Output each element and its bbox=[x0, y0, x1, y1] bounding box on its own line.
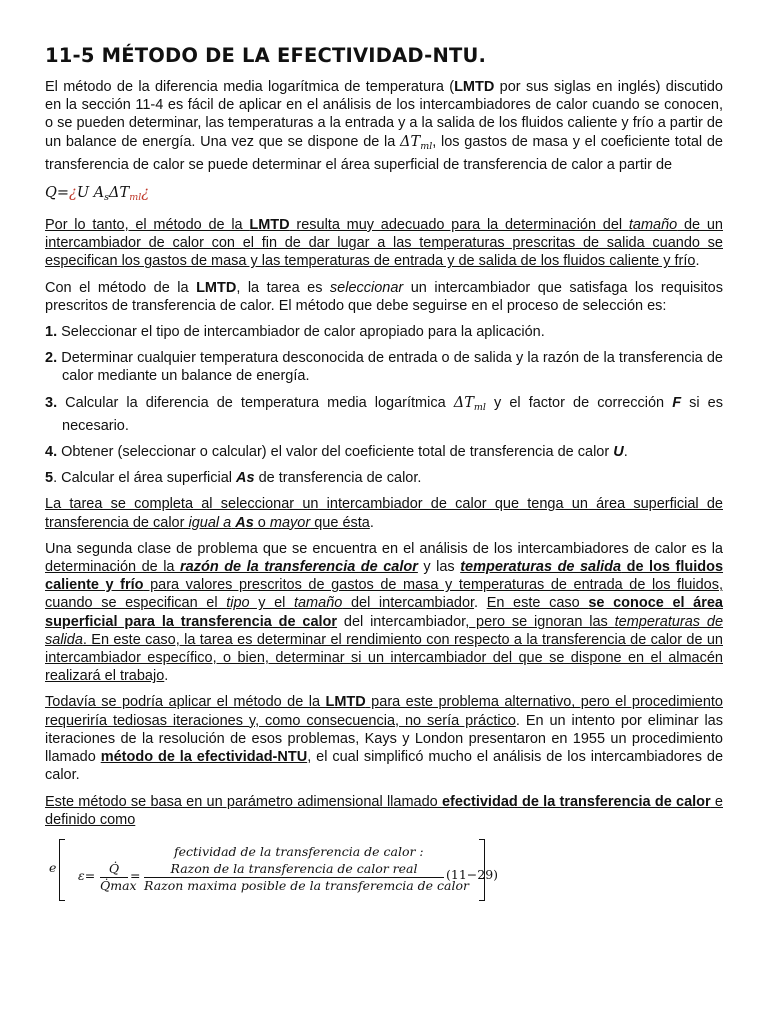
text: En este caso bbox=[486, 595, 589, 612]
paragraph-second-problem bbox=[45, 540, 723, 686]
formula-fraction-words bbox=[144, 860, 469, 894]
step-3 bbox=[45, 394, 723, 435]
text: del intercambiador bbox=[342, 595, 475, 612]
text: efectividad de la transferencia de calor bbox=[441, 793, 711, 810]
step-text: si es necesario. bbox=[62, 394, 723, 434]
eq-text: ΔT bbox=[109, 185, 130, 202]
paragraph-intro bbox=[45, 78, 723, 174]
ml-subscript: ml bbox=[473, 401, 486, 413]
eq-text: ¿ bbox=[141, 185, 150, 202]
formula-equals: = bbox=[130, 867, 141, 883]
formula-denominator: Q̇max bbox=[100, 877, 137, 893]
text: temperaturas de salida bbox=[460, 559, 622, 576]
lmtd-term: LMTD bbox=[325, 694, 366, 711]
step-number: 4. bbox=[45, 444, 58, 461]
text: temperaturas de salida bbox=[45, 613, 724, 648]
step-5 bbox=[45, 469, 723, 487]
text: razón de la transferencia de calor bbox=[180, 559, 418, 576]
formula-numerator: Q̇ bbox=[100, 861, 128, 878]
paragraph-effectiveness-ntu bbox=[45, 693, 723, 784]
eq-sub: s bbox=[104, 192, 110, 204]
text: e definido como bbox=[45, 793, 723, 828]
f-symbol: F bbox=[672, 394, 682, 411]
text: por sus siglas en inglés) discutido en la sección 11-4 es fácil de aplicar en el análisis de los intercambiadores de calor cuando se conocen, o se pueden determinar, las temperaturas a la entrada y a la salida de los fluidos caliente y frío a partir de un balance de energía. Una vez que se dispone de la bbox=[45, 79, 723, 150]
text: . bbox=[474, 595, 487, 612]
lmtd-term: LMTD bbox=[249, 217, 290, 234]
eq-text: Q= bbox=[45, 185, 70, 202]
text: tamaño bbox=[628, 217, 678, 234]
text: Una segunda clase de problema que se encuentra en el análisis de los intercambiadores de calor es la bbox=[45, 540, 723, 557]
text: para valores prescritos de gastos de masa y temperaturas de entrada de los fluidos, cuando se especifican el bbox=[45, 577, 723, 612]
equation-number: (11−29) bbox=[446, 866, 499, 882]
text: , el cual simplificó mucho el análisis de los intercambiadores de calor. bbox=[45, 749, 724, 784]
text: El método de la diferencia media logarítmica de temperatura ( bbox=[45, 79, 455, 95]
delta-t-symbol: ΔT bbox=[453, 394, 474, 411]
text: se conoce el área superficial para la transferencia de calor bbox=[45, 595, 724, 630]
step-text: Determinar cualquier temperatura desconocida de entrada o de salida y la razón de la transferencia de calor mediante un balance de energía. bbox=[57, 350, 723, 385]
step-number: 3. bbox=[45, 394, 58, 411]
formula-e: e bbox=[49, 859, 57, 875]
method-name: método de la efectividad-NTU bbox=[100, 749, 308, 766]
text: un intercambiador que satisfaga los requisitos prescritos de transferencia de calor. El método que debe seguirse en el proceso de selección es: bbox=[45, 279, 723, 314]
step-text: . Calcular el área superficial bbox=[53, 470, 237, 487]
text: , pero se ignoran las bbox=[465, 613, 615, 630]
as-symbol: As bbox=[235, 514, 254, 531]
formula-denominator: Razon maxima posible de la transferemcia de calor bbox=[144, 877, 469, 893]
u-symbol: U bbox=[613, 444, 624, 461]
text: Por lo tanto, el método de la bbox=[45, 217, 250, 234]
text: tipo bbox=[226, 595, 250, 612]
text: de un intercambiador de calor con el fin de dar lugar a las temperaturas prescritas de salida cuando se especifican los gastos de masa y las temperaturas de entrada y de salida de los fluidos caliente y frío bbox=[45, 217, 723, 270]
step-4 bbox=[45, 443, 723, 461]
text: Con el método de la bbox=[45, 279, 197, 296]
step-text: . bbox=[623, 444, 628, 461]
eq-text: U A bbox=[76, 185, 105, 202]
text: . bbox=[695, 253, 700, 270]
text: . bbox=[369, 514, 374, 531]
text: mayor bbox=[269, 514, 311, 531]
step-number: 1. bbox=[45, 324, 58, 341]
text: de los fluidos caliente y frío bbox=[45, 559, 724, 594]
step-text: y el factor de corrección bbox=[485, 394, 673, 411]
text: y el bbox=[249, 595, 294, 612]
eq-sub: ml bbox=[129, 192, 142, 204]
text: . En este caso, la tarea es determinar el rendimiento con respecto a la transferencia de calor de un intercambiador específico, o bien, determinar si un intercambiador del que se dispone en el almacén realizará el trabajo bbox=[45, 631, 723, 685]
text: tamaño bbox=[293, 595, 343, 612]
ml-subscript: ml bbox=[420, 140, 433, 152]
document-page bbox=[45, 44, 723, 909]
as-symbol: As bbox=[236, 470, 255, 487]
formula-fraction-q bbox=[100, 860, 137, 894]
formula-numerator: Razon de la transferencia de calor real bbox=[144, 861, 444, 878]
step-2 bbox=[45, 349, 723, 385]
text: resulta muy adecuado para la determinación del bbox=[289, 217, 629, 234]
text: . En un intento por eliminar las iteraciones de la resolución de esos problemas, Kays y London presentaron en 1955 un procedimiento llamado bbox=[45, 712, 723, 766]
lmtd-term: LMTD bbox=[196, 279, 237, 296]
step-number: 5 bbox=[45, 470, 54, 487]
lmtd-term: LMTD bbox=[454, 79, 495, 95]
text: que ésta bbox=[310, 514, 370, 531]
paragraph-task-complete bbox=[45, 495, 723, 531]
step-text: de transferencia de calor. bbox=[254, 470, 422, 487]
section-heading: 11-5 MÉTODO DE LA EFECTIVIDAD-NTU. bbox=[45, 44, 487, 67]
step-number: 2. bbox=[45, 350, 58, 367]
text: igual a bbox=[188, 514, 232, 531]
text: y las bbox=[417, 559, 461, 576]
paragraph-effectiveness-def bbox=[45, 793, 723, 829]
text: Este método se basa en un parámetro adimensional llamado bbox=[45, 793, 442, 810]
formula-bracket bbox=[59, 839, 499, 901]
step-text: Obtener (seleccionar o calcular) el valor del coeficiente total de transferencia de calor bbox=[57, 444, 614, 461]
formula-epsilon: ε= bbox=[78, 867, 96, 883]
text: , los gastos de masa y el coeficiente total de transferencia de calor se puede determinar el área superficial de transferencia de calor a partir de bbox=[45, 133, 723, 173]
equation-q bbox=[45, 184, 723, 204]
formula-title: fectividad de la transferencia de calor : bbox=[174, 843, 424, 859]
text: seleccionar bbox=[329, 279, 404, 296]
paragraph-selection bbox=[45, 279, 723, 315]
text: para este problema alternativo, pero el procedimiento requeriría tediosas iteraciones y, como consecuencia, no sería práctico bbox=[45, 694, 723, 729]
text: o bbox=[253, 514, 270, 531]
delta-t-symbol: ΔT bbox=[400, 133, 421, 150]
step-1 bbox=[45, 323, 723, 341]
step-text: Seleccionar el tipo de intercambiador de calor apropiado para la aplicación. bbox=[57, 324, 545, 341]
text: , la tarea es bbox=[236, 279, 330, 296]
paragraph-lmtd-size bbox=[45, 216, 723, 271]
text: La tarea se completa al seleccionar un intercambiador de calor que tenga un área superficial de transferencia de calor bbox=[45, 496, 723, 531]
text: del intercambiador bbox=[337, 613, 466, 630]
eq-text: ¿ bbox=[69, 185, 77, 202]
text: . bbox=[164, 668, 169, 685]
text: Todavía se podría aplicar el método de la bbox=[45, 694, 326, 711]
step-text: Calcular la diferencia de temperatura media logarítmica bbox=[57, 394, 454, 411]
text: determinación de la bbox=[45, 559, 181, 576]
effectiveness-formula bbox=[45, 837, 515, 909]
